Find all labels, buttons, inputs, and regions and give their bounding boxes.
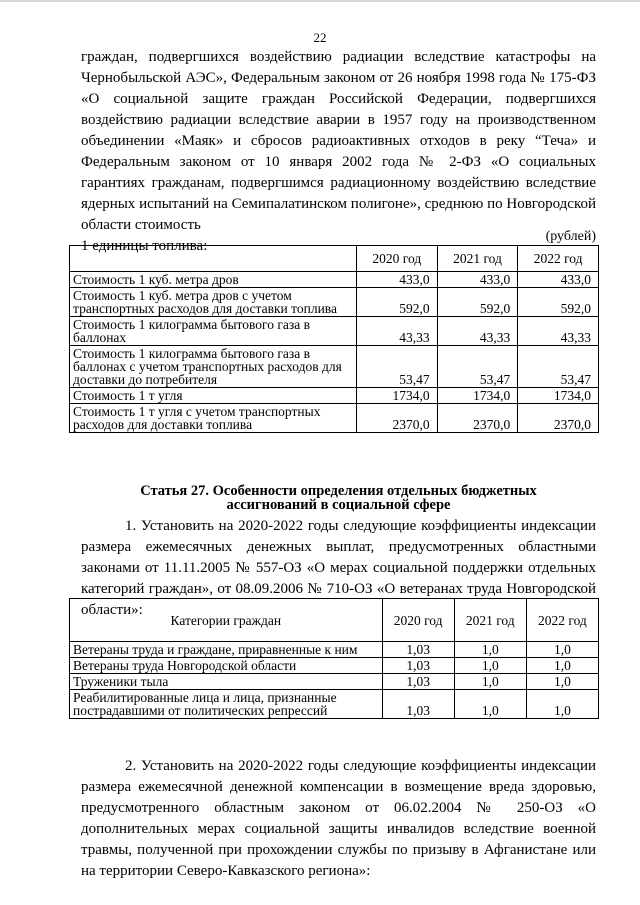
article-heading-line2: ассигнований в социальной сфере [226, 497, 451, 513]
cell-value: 433,0 [356, 272, 437, 288]
fuel-cost-table [69, 245, 599, 433]
table-row [70, 388, 599, 404]
table-row [70, 690, 599, 719]
cell-value: 1734,0 [518, 388, 599, 404]
cell-value: 1,0 [454, 642, 526, 658]
cell-value: 1734,0 [437, 388, 518, 404]
cell-value: 53,47 [437, 346, 518, 388]
cell-value: 1,03 [382, 642, 454, 658]
row-label: Стоимость 1 куб. метра дров [70, 272, 357, 288]
cell-value: 592,0 [518, 288, 599, 317]
paragraph-intro [81, 47, 596, 257]
header-empty-cell [70, 246, 357, 272]
table-row [70, 317, 599, 346]
cell-value: 592,0 [437, 288, 518, 317]
row-label: Стоимость 1 килограмма бытового газа в баллонах [70, 317, 357, 346]
cell-value: 53,47 [356, 346, 437, 388]
header-year: 2021 год [437, 246, 518, 272]
table-row [70, 346, 599, 388]
page-number: 22 [313, 30, 327, 45]
article-heading-line1: Статья 27. Особенности определения отдельных бюджетных [140, 483, 537, 499]
row-label: Труженики тыла [70, 674, 383, 690]
row-label: Реабилитированные лица и лица, признанные пострадавшими от политических репрессий [70, 690, 383, 719]
paragraph-clause-2: 2. Установить на 2020-2022 годы следующие коэффициенты индексации размера ежемесячной денежной компенсации в возмещение вреда здоровью, предусмотренного областным законом от 06.02.2004 № 250-ОЗ «О дополнительных мерах социальной защиты инвалидов вследствие военной травмы, полученной при прохождении службы по призыву в Афганистане или на территории Северо-Кавказского региона»: [81, 758, 596, 879]
header-year: 2022 год [518, 246, 599, 272]
cell-value: 592,0 [356, 288, 437, 317]
header-year: 2022 год [526, 599, 598, 642]
cell-value: 43,33 [356, 317, 437, 346]
scan-edge [0, 0, 640, 2]
cell-value: 1,0 [454, 690, 526, 719]
row-label: Стоимость 1 куб. метра дров с учетом транспортных расходов для доставки топлива [70, 288, 357, 317]
paragraph-intro-last-line: 1 единицы топлива: [81, 238, 208, 254]
cell-value: 43,33 [437, 317, 518, 346]
row-label: Ветераны труда Новгородской области [70, 658, 383, 674]
cell-value: 43,33 [518, 317, 599, 346]
cell-value: 433,0 [437, 272, 518, 288]
table-header-row [70, 599, 599, 642]
article-heading [81, 484, 596, 512]
cell-value: 53,47 [518, 346, 599, 388]
cell-value: 1,0 [526, 690, 598, 719]
units-label: (рублей) [545, 229, 596, 244]
paragraph-clause-1: 1. Установить на 2020-2022 годы следующие коэффициенты индексации размера ежемесячных денежных выплат, предусмотренных областными законами от 11.11.2005 № 557-ОЗ «О мерах социальной поддержки отдельных категорий граждан», от 08.09.2006 № 710-ОЗ «О ветеранах труда Новгородской области»: [81, 518, 596, 618]
cell-value: 1,03 [382, 658, 454, 674]
cell-value: 1,0 [526, 674, 598, 690]
table-row [70, 674, 599, 690]
cell-value: 1,0 [526, 642, 598, 658]
paragraph-intro-text: граждан, подвергшихся воздействию радиации вследствие катастрофы на Чернобыльской АЭС», Федеральным законом от 26 ноября 1998 года № 175-ФЗ «О социальной защите граждан Российской Федерации, подвергшихся воздействию радиации вследствие аварии в 1957 году на производственном объединении «Маяк» и сбросов радиоактивных отходов в реку “Теча» и Федеральным законом от 10 января 2002 года № 2-ФЗ «О социальных гарантиях гражданам, подвергшимся радиационному воздействию вследствие ядерных испытаний на Семипалатинском полигоне», среднюю по Новгородской области стоимость [81, 49, 596, 233]
cell-value: 1,0 [454, 674, 526, 690]
table-row [70, 658, 599, 674]
table-row [70, 288, 599, 317]
cell-value: 1,0 [454, 658, 526, 674]
indexation-table [69, 598, 599, 719]
cell-value: 2370,0 [437, 404, 518, 433]
header-category: Категории граждан [70, 599, 383, 642]
cell-value: 1734,0 [356, 388, 437, 404]
row-label: Стоимость 1 килограмма бытового газа в баллонах с учетом транспортных расходов для доставки до потребителя [70, 346, 357, 388]
header-year: 2020 год [382, 599, 454, 642]
cell-value: 2370,0 [518, 404, 599, 433]
row-label: Ветераны труда и граждане, приравненные к ним [70, 642, 383, 658]
cell-value: 1,03 [382, 690, 454, 719]
table-row [70, 272, 599, 288]
header-year: 2020 год [356, 246, 437, 272]
table-row [70, 642, 599, 658]
cell-value: 1,03 [382, 674, 454, 690]
table-header-row [70, 246, 599, 272]
cell-value: 1,0 [526, 658, 598, 674]
cell-value: 2370,0 [356, 404, 437, 433]
row-label: Стоимость 1 т угля с учетом транспортных расходов для доставки топлива [70, 404, 357, 433]
row-label: Стоимость 1 т угля [70, 388, 357, 404]
cell-value: 433,0 [518, 272, 599, 288]
table-row [70, 404, 599, 433]
header-year: 2021 год [454, 599, 526, 642]
